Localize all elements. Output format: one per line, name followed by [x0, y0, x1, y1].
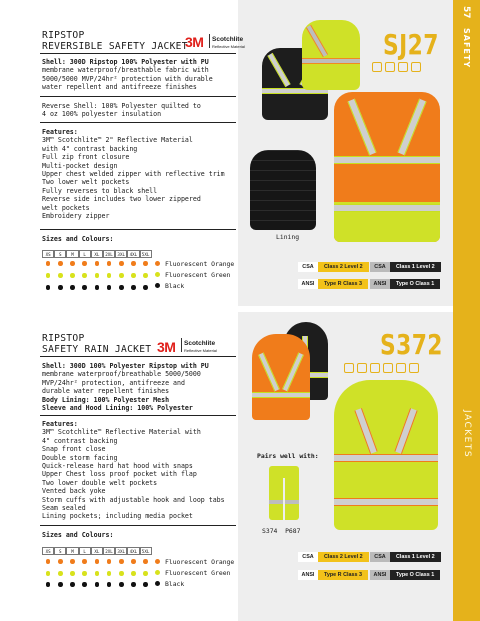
availability-cell — [91, 569, 103, 578]
availability-cell — [127, 259, 139, 268]
availability-cell — [103, 259, 115, 268]
scotchlite-logo: Scotchlite Reflective Material — [184, 340, 217, 353]
availability-cell — [91, 259, 103, 268]
availability-dot — [107, 571, 112, 576]
availability-dot — [95, 261, 100, 266]
availability-cell — [103, 283, 115, 292]
availability-cell — [42, 580, 54, 589]
availability-dot — [107, 261, 112, 266]
scotchlite-logo: Scotchlite Reflective Material — [212, 36, 245, 49]
colour-legend-s372 — [155, 558, 234, 588]
availability-cell — [79, 580, 91, 589]
availability-cell — [54, 259, 66, 268]
availability-dot — [119, 273, 124, 278]
availability-cell — [140, 580, 152, 589]
availability-cell — [54, 569, 66, 578]
product-title-s372 — [42, 333, 151, 355]
badge-csa-class2: CSA Class 2 Level 2 — [298, 262, 369, 272]
colour-item: Fluorescent Green — [155, 569, 234, 577]
divider — [40, 53, 236, 54]
availability-dot — [82, 261, 87, 266]
availability-dot — [143, 571, 148, 576]
availability-dot — [131, 559, 136, 564]
availability-dot — [119, 571, 124, 576]
badge-ansi-r3: ANSI Type R Class 3 — [298, 570, 368, 580]
availability-dot — [143, 285, 148, 290]
availability-cell — [42, 259, 54, 268]
availability-dot — [131, 273, 136, 278]
availability-cell — [127, 580, 139, 589]
availability-dot — [107, 559, 112, 564]
availability-dot — [82, 582, 87, 587]
size-cell: 2XL — [103, 250, 115, 258]
page-number: 57 — [461, 6, 471, 19]
sizes-heading-sj27: Sizes and Colours: — [42, 235, 114, 243]
waterproof-icon — [372, 62, 382, 72]
availability-cell — [115, 557, 127, 566]
availability-cell — [54, 283, 66, 292]
waterproof-icon — [344, 363, 354, 373]
availability-cell — [127, 283, 139, 292]
size-chart-s372 — [42, 547, 152, 555]
sun-icon — [411, 62, 421, 72]
availability-cell — [54, 271, 66, 280]
size-cell: M — [66, 547, 78, 555]
colour-item: Fluorescent Orange — [155, 558, 234, 566]
caption-lining: Lining — [276, 233, 300, 241]
availability-cell — [54, 580, 66, 589]
divider — [40, 229, 236, 230]
breathable-icon — [385, 62, 395, 72]
availability-cell — [103, 569, 115, 578]
size-cell: 5XL — [140, 250, 152, 258]
availability-dot — [58, 273, 63, 278]
availability-cell — [79, 557, 91, 566]
sun-icon — [409, 363, 419, 373]
logo-divider — [209, 34, 210, 48]
availability-dot — [143, 559, 148, 564]
availability-cell — [91, 557, 103, 566]
sizes-heading-s372: Sizes and Colours: — [42, 531, 114, 539]
reversible-icon — [398, 62, 408, 72]
availability-cell — [66, 557, 78, 566]
availability-dot — [58, 571, 63, 576]
availability-cell — [127, 271, 139, 280]
availability-dot — [46, 285, 51, 290]
size-cell: 4XL — [127, 250, 139, 258]
availability-dot — [143, 273, 148, 278]
availability-cell — [79, 569, 91, 578]
colour-swatch — [155, 283, 160, 288]
availability-dot — [95, 559, 100, 564]
availability-cell — [66, 259, 78, 268]
product-code-sj27: SJ27 — [383, 28, 439, 61]
availability-dot — [131, 285, 136, 290]
availability-dot — [70, 273, 75, 278]
size-cell: 3XL — [115, 547, 127, 555]
feature-icons-sj27 — [372, 62, 421, 72]
availability-row — [42, 271, 152, 280]
pocket-icon — [383, 363, 393, 373]
badge-csa-class2: CSA Class 2 Level 2 — [298, 552, 369, 562]
size-cell: M — [66, 250, 78, 258]
availability-dot — [119, 582, 124, 587]
availability-dot — [95, 273, 100, 278]
badge-ansi-o1: ANSI Type O Class 1 — [370, 570, 440, 580]
availability-row — [42, 580, 152, 589]
side-tab — [453, 0, 480, 621]
size-cell: S — [54, 250, 66, 258]
availability-dot — [107, 582, 112, 587]
colour-legend-sj27 — [155, 260, 234, 290]
3m-logo: 3M — [185, 34, 204, 50]
availability-cell — [42, 569, 54, 578]
availability-cell — [66, 569, 78, 578]
title-line: RIPSTOP — [42, 30, 85, 41]
availability-cell — [66, 580, 78, 589]
availability-dot — [70, 559, 75, 564]
product-code-s372: S372 — [380, 328, 443, 361]
availability-cell — [115, 580, 127, 589]
availability-dot — [46, 559, 51, 564]
availability-row — [42, 259, 152, 268]
section-label-jackets: JACKETS — [462, 410, 472, 459]
spec-s372: Shell: 300D 100% Polyester Ripstop with PU membrane waterproof/breathable 5000/5000 MVP/24hr² protection, antifreeze and durable water repellent finishes Body Lining: 100% Polyester Mesh Sleeve and Hood Lining: 100% Polyester — [42, 362, 209, 413]
availability-cell — [115, 283, 127, 292]
breathable-icon — [370, 363, 380, 373]
availability-cell — [140, 557, 152, 566]
availability-row — [42, 569, 152, 578]
availability-dot — [95, 582, 100, 587]
availability-cell — [103, 557, 115, 566]
availability-cell — [115, 259, 127, 268]
availability-dot — [119, 261, 124, 266]
title-line: REVERSIBLE SAFETY JACKET — [42, 41, 188, 52]
availability-dot — [70, 261, 75, 266]
badge-ansi-o1: ANSI Type O Class 1 — [370, 279, 440, 289]
feature-icons-s372 — [344, 363, 419, 373]
availability-dot — [46, 582, 51, 587]
availability-dot — [58, 261, 63, 266]
availability-cell — [140, 569, 152, 578]
availability-dot — [70, 571, 75, 576]
colour-swatch — [155, 272, 160, 277]
availability-dot — [46, 571, 51, 576]
availability-cell — [91, 283, 103, 292]
availability-dot — [46, 273, 51, 278]
size-cell: XL — [91, 250, 103, 258]
availability-cell — [54, 557, 66, 566]
divider — [40, 525, 236, 526]
availability-row — [42, 283, 152, 292]
size-cell: 4XL — [127, 547, 139, 555]
availability-dot — [131, 571, 136, 576]
size-cell: 2XL — [103, 547, 115, 555]
availability-dot — [82, 571, 87, 576]
availability-dot — [131, 582, 136, 587]
availability-cell — [91, 271, 103, 280]
availability-dot — [82, 559, 87, 564]
size-cell: L — [79, 547, 91, 555]
availability-dot — [107, 285, 112, 290]
colour-item: Fluorescent Green — [155, 271, 234, 279]
availability-row — [42, 557, 152, 566]
title-line: RIPSTOP — [42, 333, 85, 344]
availability-cell — [91, 580, 103, 589]
size-cell: L — [79, 250, 91, 258]
reverse-shell-spec: Reverse Shell: 100% Polyester quilted to 4 oz 100% polyester insulation — [42, 102, 201, 119]
availability-cell — [140, 271, 152, 280]
availability-cell — [140, 283, 152, 292]
availability-dot — [58, 559, 63, 564]
availability-dot — [95, 571, 100, 576]
availability-dot — [58, 285, 63, 290]
colour-item: Black — [155, 580, 234, 588]
colour-item: Fluorescent Orange — [155, 260, 234, 268]
availability-cell — [103, 271, 115, 280]
availability-dot — [131, 261, 136, 266]
availability-cell — [42, 283, 54, 292]
availability-cell — [79, 271, 91, 280]
badge-csa-class1: CSA Class 1 Level 2 — [370, 552, 441, 562]
size-cell: 3XL — [115, 250, 127, 258]
availability-cell — [66, 283, 78, 292]
availability-dot — [82, 273, 87, 278]
size-cell: XS — [42, 547, 54, 555]
badge-ansi-r3: ANSI Type R Class 3 — [298, 279, 368, 289]
availability-cell — [79, 259, 91, 268]
size-chart-sj27 — [42, 250, 152, 258]
shell-spec: Shell: 300D Ripstop 100% Polyester with PU membrane waterproof/breathable fabric with 5000/5000 MVP/24hr² protection with durable water repellent and antifreeze finishes — [42, 58, 213, 92]
availability-cell — [140, 259, 152, 268]
availability-dot — [143, 261, 148, 266]
badge-csa-class1: CSA Class 1 Level 2 — [370, 262, 441, 272]
colour-swatch — [155, 261, 160, 266]
product-title-sj27 — [42, 30, 188, 52]
size-cell: 5XL — [140, 547, 152, 555]
colour-swatch — [155, 559, 160, 564]
colour-swatch — [155, 581, 160, 586]
divider — [40, 356, 236, 357]
availability-cell — [127, 569, 139, 578]
3m-logo: 3M — [157, 339, 176, 355]
pairs-codes: S374 P687 — [262, 527, 301, 535]
size-cell: XS — [42, 250, 54, 258]
availability-dot — [143, 582, 148, 587]
availability-cell — [115, 569, 127, 578]
availability-dot — [119, 559, 124, 564]
colour-item: Black — [155, 282, 234, 290]
availability-dot — [70, 582, 75, 587]
logo-divider — [181, 338, 182, 352]
availability-dot — [119, 285, 124, 290]
availability-dot — [58, 582, 63, 587]
availability-cell — [103, 580, 115, 589]
colour-swatch — [155, 570, 160, 575]
divider — [40, 122, 236, 123]
divider — [40, 96, 236, 97]
availability-cell — [42, 557, 54, 566]
availability-dot — [107, 273, 112, 278]
availability-dot — [70, 285, 75, 290]
size-cell: XL — [91, 547, 103, 555]
title-line: SAFETY RAIN JACKET — [42, 344, 152, 355]
availability-dot — [46, 261, 51, 266]
availability-cell — [66, 271, 78, 280]
section-label-safety: SAFETY — [462, 28, 471, 69]
features-list-s372: Features: 3M™ Scotchlite™ Reflective Material with 4" contrast backing Snap front close Double storm facing Quick-release hard hat hood with snaps Upper Chest loss proof pocket with flap Two lower double welt pockets Vented back yoke Storm cuffs with adjustable hook and loop tabs Seam sealed Lining pockets; including media pocket — [42, 420, 225, 521]
pairs-heading: Pairs well with: — [257, 452, 319, 460]
availability-cell — [42, 271, 54, 280]
size-cell: S — [54, 547, 66, 555]
divider — [40, 415, 236, 416]
sealed-icon — [396, 363, 406, 373]
hood-icon — [357, 363, 367, 373]
availability-cell — [79, 283, 91, 292]
availability-cell — [115, 271, 127, 280]
availability-dot — [82, 285, 87, 290]
features-list-sj27: Features: 3M™ Scotchlite™ 2" Reflective Material with 4" contrast backing Full zip front closure Multi-pocket design Upper chest welded zipper with reflective trim Two lower welt pockets Fully reverses to black shell Reverse side includes two lower zippered welt pockets Embroidery zipper — [42, 128, 225, 221]
availability-cell — [127, 557, 139, 566]
availability-dot — [95, 285, 100, 290]
